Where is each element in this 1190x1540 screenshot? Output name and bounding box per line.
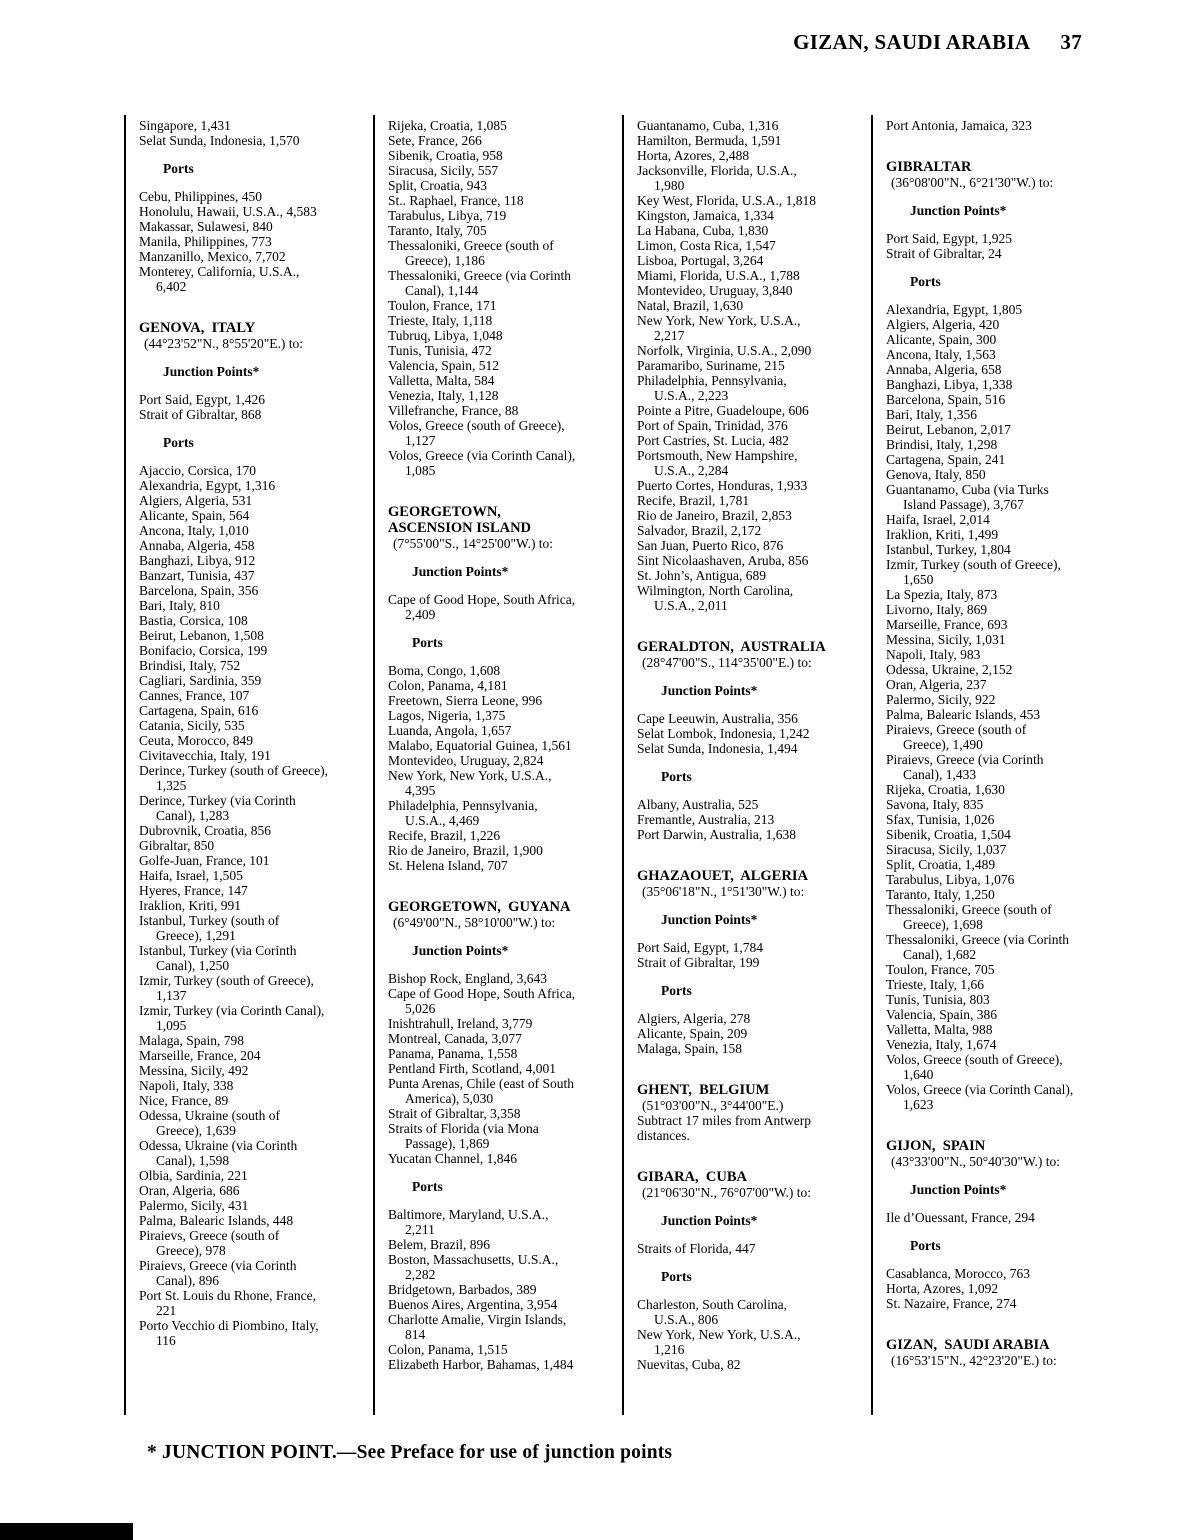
distance-entry: Freetown, Sierra Leone, 996 <box>388 693 543 708</box>
page-title: GIZAN, SAUDI ARABIA <box>793 30 1031 54</box>
distance-entry: Recife, Brazil, 1,226 <box>388 828 501 843</box>
subheading: Junction Points* <box>412 943 509 958</box>
distance-entry: Bishop Rock, England, 3,643 <box>388 971 547 986</box>
distance-entry: Selat Sunda, Indonesia, 1,494 <box>637 741 798 756</box>
distance-entry: Piraievs, Greece (south of Greece), 1,490 <box>886 722 1027 752</box>
distance-entry: Civitavecchia, Italy, 191 <box>139 748 271 763</box>
distance-entry: Piraievs, Greece (via Corinth Canal), 1,433 <box>886 752 1044 782</box>
distance-entry: Sint Nicolaashaven, Aruba, 856 <box>637 553 809 568</box>
distance-entry: Trieste, Italy, 1,118 <box>388 313 493 328</box>
distance-entry: Port Said, Egypt, 1,784 <box>637 940 764 955</box>
distance-entry: Palma, Balearic Islands, 453 <box>886 707 1041 722</box>
distance-entry: Port of Spain, Trinidad, 376 <box>637 418 788 433</box>
distance-entry: Palma, Balearic Islands, 448 <box>139 1213 294 1228</box>
distance-entry: Strait of Gibraltar, 24 <box>886 246 1002 261</box>
distance-entry: Port Said, Egypt, 1,426 <box>139 392 266 407</box>
distance-entry: Rio de Janeiro, Brazil, 2,853 <box>637 508 792 523</box>
distance-entry: Nice, France, 89 <box>139 1093 229 1108</box>
distance-entry: Elizabeth Harbor, Bahamas, 1,484 <box>388 1357 574 1372</box>
column-4 <box>871 115 1120 1415</box>
distance-entry: Sete, France, 266 <box>388 133 482 148</box>
section-heading-block <box>637 1082 861 1113</box>
distance-entry: Sibenik, Croatia, 1,504 <box>886 827 1011 842</box>
distance-entry: Key West, Florida, U.S.A., 1,818 <box>637 193 817 208</box>
distance-entry: Limon, Costa Rica, 1,547 <box>637 238 776 253</box>
distance-entry: Hyeres, France, 147 <box>139 883 248 898</box>
distance-entry: Sfax, Tunisia, 1,026 <box>886 812 995 827</box>
subheading: Junction Points* <box>661 1213 758 1228</box>
section-heading: GENOVA, ITALY <box>139 320 256 336</box>
distance-entry: Rijeka, Croatia, 1,085 <box>388 118 507 133</box>
heading-coordinates: (28°47'00"S., 114°35'00"E.) to: <box>642 655 812 670</box>
distance-entry: Portsmouth, New Hampshire, U.S.A., 2,284 <box>637 448 798 478</box>
subheading: Ports <box>661 1269 692 1284</box>
note-paragraph: Subtract 17 miles from Antwerp distances. <box>637 1113 811 1143</box>
distance-entry: Thessaloniki, Greece (south of Greece), 1,186 <box>388 238 554 268</box>
column-3 <box>622 115 871 1415</box>
distance-entry: Port Darwin, Australia, 1,638 <box>637 827 796 842</box>
section-heading: GIBARA, CUBA <box>637 1169 747 1185</box>
subheading: Ports <box>661 769 692 784</box>
distance-entry: Oran, Algeria, 237 <box>886 677 987 692</box>
distance-entry: Haifa, Israel, 2,014 <box>886 512 990 527</box>
subheading: Ports <box>412 1179 443 1194</box>
distance-entry: Palermo, Sicily, 431 <box>139 1198 249 1213</box>
distance-entry: Tarabulus, Libya, 1,076 <box>886 872 1015 887</box>
distance-entry: Lisboa, Portugal, 3,264 <box>637 253 764 268</box>
distance-entry: Izmir, Turkey (south of Greece), 1,650 <box>886 557 1061 587</box>
distance-entry: Singapore, 1,431 <box>139 118 231 133</box>
distance-entry: Natal, Brazil, 1,630 <box>637 298 744 313</box>
distance-entry: Volos, Greece (south of Greece), 1,640 <box>886 1052 1063 1082</box>
distance-entry: Thessaloniki, Greece (via Corinth Canal), 1,144 <box>388 268 571 298</box>
distance-entry: Strait of Gibraltar, 868 <box>139 407 262 422</box>
distance-entry: Tunis, Tunisia, 803 <box>886 992 990 1007</box>
heading-coordinates: (6°49'00"N., 58°10'00"W.) to: <box>393 915 556 930</box>
distance-entry: Cape Leeuwin, Australia, 356 <box>637 711 798 726</box>
distance-entry: Iraklion, Kriti, 1,499 <box>886 527 999 542</box>
section-heading-block <box>886 1337 1110 1368</box>
distance-entry: Derince, Turkey (via Corinth Canal), 1,283 <box>139 793 296 823</box>
section-heading: GHAZAOUET, ALGERIA <box>637 868 808 884</box>
distance-entry: Odessa, Ukraine, 2,152 <box>886 662 1013 677</box>
distance-entry: Bridgetown, Barbados, 389 <box>388 1282 537 1297</box>
distance-entry: Algiers, Algeria, 278 <box>637 1011 751 1026</box>
distance-entry: Belem, Brazil, 896 <box>388 1237 490 1252</box>
distance-entry: Lagos, Nigeria, 1,375 <box>388 708 506 723</box>
distance-entry: Inishtrahull, Ireland, 3,779 <box>388 1016 533 1031</box>
distance-entry: Derince, Turkey (south of Greece), 1,325 <box>139 763 328 793</box>
distance-entry: Cartagena, Spain, 616 <box>139 703 259 718</box>
distance-entry: Gibraltar, 850 <box>139 838 215 853</box>
distance-entry: Volos, Greece (via Corinth Canal), 1,085 <box>388 448 576 478</box>
distance-entry: Nuevitas, Cuba, 82 <box>637 1357 741 1372</box>
distance-entry: Brindisi, Italy, 752 <box>139 658 241 673</box>
distance-entry: Fremantle, Australia, 213 <box>637 812 775 827</box>
distance-entry: Boma, Congo, 1,608 <box>388 663 501 678</box>
distance-entry: Istanbul, Turkey, 1,804 <box>886 542 1011 557</box>
distance-entry: Manzanillo, Mexico, 7,702 <box>139 249 286 264</box>
section-heading-block <box>637 868 861 899</box>
heading-coordinates: (51°03'00"N., 3°44'00"E.) <box>642 1098 784 1113</box>
distance-entry: Tarabulus, Libya, 719 <box>388 208 507 223</box>
heading-coordinates: (21°06'30"N., 76°07'00"W.) to: <box>642 1185 812 1200</box>
distance-entry: Cagliari, Sardinia, 359 <box>139 673 262 688</box>
distance-entry: Thessaloniki, Greece (south of Greece), 1,698 <box>886 902 1052 932</box>
distance-entry: Colon, Panama, 4,181 <box>388 678 508 693</box>
distance-entry: Venezia, Italy, 1,128 <box>388 388 499 403</box>
distance-entry: Alicante, Spain, 564 <box>139 508 250 523</box>
subheading: Ports <box>910 1238 941 1253</box>
distance-entry: Buenos Aires, Argentina, 3,954 <box>388 1297 558 1312</box>
distance-entry: Jacksonville, Florida, U.S.A., 1,980 <box>637 163 797 193</box>
distance-entry: Cannes, France, 107 <box>139 688 250 703</box>
distance-entry: Cartagena, Spain, 241 <box>886 452 1006 467</box>
scan-artifact-bar <box>0 1523 133 1540</box>
distance-entry: Valencia, Spain, 386 <box>886 1007 997 1022</box>
subheading: Junction Points* <box>661 683 758 698</box>
distance-entry: Yucatan Channel, 1,846 <box>388 1151 517 1166</box>
distance-entry: Kingston, Jamaica, 1,334 <box>637 208 774 223</box>
section-heading: GERALDTON, AUSTRALIA <box>637 639 826 655</box>
distance-entry: Algiers, Algeria, 531 <box>139 493 253 508</box>
distance-entry: Straits of Florida (via Mona Passage), 1,869 <box>388 1121 539 1151</box>
distance-entry: Napoli, Italy, 338 <box>139 1078 234 1093</box>
distance-entry: Messina, Sicily, 492 <box>139 1063 249 1078</box>
distance-entry: Marseille, France, 693 <box>886 617 1008 632</box>
subheading: Ports <box>412 635 443 650</box>
distance-entry: Cape of Good Hope, South Africa, 2,409 <box>388 592 576 622</box>
distance-entry: St. John’s, Antigua, 689 <box>637 568 767 583</box>
distance-entry: Rio de Janeiro, Brazil, 1,900 <box>388 843 543 858</box>
subheading: Junction Points* <box>910 203 1007 218</box>
heading-coordinates: (44°23'52"N., 8°55'20"E.) to: <box>144 336 304 351</box>
distance-entry: Venezia, Italy, 1,674 <box>886 1037 997 1052</box>
distance-entry: Selat Lombok, Indonesia, 1,242 <box>637 726 810 741</box>
footnote: * JUNCTION POINT.—See Preface for use of junction points <box>147 1442 673 1463</box>
distance-entry: Izmir, Turkey (via Corinth Canal), 1,095 <box>139 1003 325 1033</box>
distance-entry: Cebu, Philippines, 450 <box>139 189 263 204</box>
distance-entry: Strait of Gibraltar, 3,358 <box>388 1106 521 1121</box>
distance-entry: San Juan, Puerto Rico, 876 <box>637 538 784 553</box>
distance-entry: Charlotte Amalie, Virgin Islands, 814 <box>388 1312 567 1342</box>
subheading: Ports <box>163 161 194 176</box>
distance-entry: Brindisi, Italy, 1,298 <box>886 437 998 452</box>
section-heading: GIZAN, SAUDI ARABIA <box>886 1337 1050 1353</box>
distance-entry: Philadelphia, Pennsylvania, U.S.A., 2,223 <box>637 373 787 403</box>
distance-entry: Haifa, Israel, 1,505 <box>139 868 243 883</box>
distance-entry: Hamilton, Bermuda, 1,591 <box>637 133 782 148</box>
distance-entry: Malaga, Spain, 798 <box>139 1033 244 1048</box>
distance-entry: Taranto, Italy, 1,250 <box>886 887 995 902</box>
subheading: Junction Points* <box>412 564 509 579</box>
distance-entry: Montevideo, Uruguay, 3,840 <box>637 283 793 298</box>
section-heading: GEORGETOWN, GUYANA <box>388 899 571 915</box>
heading-coordinates: (36°08'00"N., 6°21'30"W.) to: <box>891 175 1054 190</box>
distance-entry: Baltimore, Maryland, U.S.A., 2,211 <box>388 1207 549 1237</box>
heading-coordinates: (16°53'15"N., 42°23'20"E.) to: <box>891 1353 1057 1368</box>
distance-entry: Annaba, Algeria, 658 <box>886 362 1002 377</box>
subheading: Ports <box>163 435 194 450</box>
subheading: Junction Points* <box>163 364 260 379</box>
distance-entry: Charleston, South Carolina, U.S.A., 806 <box>637 1297 787 1327</box>
distance-entry: Monterey, California, U.S.A., 6,402 <box>139 264 300 294</box>
subheading: Ports <box>661 983 692 998</box>
subheading: Junction Points* <box>661 912 758 927</box>
distance-entry: La Habana, Cuba, 1,830 <box>637 223 769 238</box>
distance-entry: Toulon, France, 705 <box>886 962 995 977</box>
distance-entry: Odessa, Ukraine (via Corinth Canal), 1,598 <box>139 1138 298 1168</box>
distance-entry: Istanbul, Turkey (south of Greece), 1,291 <box>139 913 280 943</box>
distance-entry: Strait of Gibraltar, 199 <box>637 955 760 970</box>
distance-entry: Messina, Sicily, 1,031 <box>886 632 1006 647</box>
distance-entry: Pentland Firth, Scotland, 4,001 <box>388 1061 556 1076</box>
section-heading-block <box>886 1138 1110 1169</box>
distance-entry: Odessa, Ukraine (south of Greece), 1,639 <box>139 1108 280 1138</box>
heading-coordinates: (7°55'00"S., 14°25'00"W.) to: <box>393 536 554 551</box>
distance-entry: Guantanamo, Cuba, 1,316 <box>637 118 779 133</box>
section-heading-block <box>886 159 1110 190</box>
distance-entry: Norfolk, Virginia, U.S.A., 2,090 <box>637 343 812 358</box>
distance-entry: Villefranche, France, 88 <box>388 403 519 418</box>
distance-entry: Bonifacio, Corsica, 199 <box>139 643 268 658</box>
distance-entry: Horta, Azores, 2,488 <box>637 148 750 163</box>
heading-coordinates: (43°33'00"N., 50°40'30"W.) to: <box>891 1154 1061 1169</box>
distance-entry: Puerto Cortes, Honduras, 1,933 <box>637 478 808 493</box>
distance-entry: Beirut, Lebanon, 1,508 <box>139 628 264 643</box>
distance-entry: Alexandria, Egypt, 1,316 <box>139 478 276 493</box>
distance-entry: Alicante, Spain, 209 <box>637 1026 748 1041</box>
section-heading: GIBRALTAR <box>886 159 972 175</box>
distance-entry: Horta, Azores, 1,092 <box>886 1281 999 1296</box>
distance-entry: Olbia, Sardinia, 221 <box>139 1168 248 1183</box>
distance-entry: Montevideo, Uruguay, 2,824 <box>388 753 544 768</box>
distance-entry: Recife, Brazil, 1,781 <box>637 493 750 508</box>
distance-entry: Siracusa, Sicily, 1,037 <box>886 842 1007 857</box>
distance-entry: Banghazi, Libya, 1,338 <box>886 377 1013 392</box>
distance-entry: Dubrovnik, Croatia, 856 <box>139 823 271 838</box>
distance-entry: Palermo, Sicily, 922 <box>886 692 996 707</box>
distance-entry: Miami, Florida, U.S.A., 1,788 <box>637 268 800 283</box>
distance-entry: Volos, Greece (via Corinth Canal), 1,623 <box>886 1082 1074 1112</box>
distance-entry: Istanbul, Turkey (via Corinth Canal), 1,250 <box>139 943 297 973</box>
distance-entry: Sibenik, Croatia, 958 <box>388 148 503 163</box>
distance-entry: Panama, Panama, 1,558 <box>388 1046 518 1061</box>
distance-entry: Ceuta, Morocco, 849 <box>139 733 253 748</box>
distance-entry: Casablanca, Morocco, 763 <box>886 1266 1030 1281</box>
distance-entry: Izmir, Turkey (south of Greece), 1,137 <box>139 973 314 1003</box>
distance-entry: Manila, Philippines, 773 <box>139 234 272 249</box>
distance-entry: Barcelona, Spain, 516 <box>886 392 1006 407</box>
distance-table-columns <box>124 115 1120 1415</box>
section-heading-block <box>139 320 363 351</box>
section-heading: GHENT, BELGIUM <box>637 1082 770 1098</box>
distance-entry: Colon, Panama, 1,515 <box>388 1342 508 1357</box>
page-header <box>793 30 1082 55</box>
distance-entry: Genova, Italy, 850 <box>886 467 986 482</box>
distance-entry: Toulon, France, 171 <box>388 298 497 313</box>
distance-entry: New York, New York, U.S.A., 4,395 <box>388 768 552 798</box>
distance-entry: Paramaribo, Suriname, 215 <box>637 358 785 373</box>
distance-entry: Banzart, Tunisia, 437 <box>139 568 255 583</box>
section-heading-block <box>388 899 612 930</box>
distance-entry: Banghazi, Libya, 912 <box>139 553 256 568</box>
distance-entry: Makassar, Sulawesi, 840 <box>139 219 273 234</box>
section-heading-block <box>637 1169 861 1200</box>
section-heading-block <box>637 639 861 670</box>
distance-entry: Salvador, Brazil, 2,172 <box>637 523 762 538</box>
subheading: Junction Points* <box>910 1182 1007 1197</box>
distance-entry: Split, Croatia, 1,489 <box>886 857 996 872</box>
distance-entry: Piraievs, Greece (south of Greece), 978 <box>139 1228 280 1258</box>
distance-entry: Livorno, Italy, 869 <box>886 602 988 617</box>
distance-entry: Bari, Italy, 1,356 <box>886 407 977 422</box>
distance-entry: Port Castries, St. Lucia, 482 <box>637 433 789 448</box>
distance-entry: Alicante, Spain, 300 <box>886 332 997 347</box>
distance-entry: Tunis, Tunisia, 472 <box>388 343 492 358</box>
distance-entry: St. Helena Island, 707 <box>388 858 508 873</box>
distance-entry: Malaga, Spain, 158 <box>637 1041 742 1056</box>
distance-entry: Golfe-Juan, France, 101 <box>139 853 270 868</box>
distance-entry: Barcelona, Spain, 356 <box>139 583 259 598</box>
subheading: Ports <box>910 274 941 289</box>
section-heading-block <box>388 504 612 551</box>
distance-entry: Rijeka, Croatia, 1,630 <box>886 782 1005 797</box>
section-heading: GEORGETOWN, ASCENSION ISLAND <box>388 504 532 536</box>
distance-entry: Port Antonia, Jamaica, 323 <box>886 118 1032 133</box>
distance-entry: Catania, Sicily, 535 <box>139 718 245 733</box>
distance-entry: Savona, Italy, 835 <box>886 797 984 812</box>
distance-entry: New York, New York, U.S.A., 1,216 <box>637 1327 801 1357</box>
distance-entry: Port St. Louis du Rhone, France, 221 <box>139 1288 316 1318</box>
distance-entry: New York, New York, U.S.A., 2,217 <box>637 313 801 343</box>
section-heading: GIJON, SPAIN <box>886 1138 986 1154</box>
distance-entry: Marseille, France, 204 <box>139 1048 261 1063</box>
distance-entry: Ajaccio, Corsica, 170 <box>139 463 256 478</box>
distance-entry: Pointe a Pitre, Guadeloupe, 606 <box>637 403 809 418</box>
distance-entry: Siracusa, Sicily, 557 <box>388 163 499 178</box>
distance-entry: Philadelphia, Pennsylvania, U.S.A., 4,469 <box>388 798 538 828</box>
distance-entry: St.. Raphael, France, 118 <box>388 193 524 208</box>
distance-entry: Valletta, Malta, 988 <box>886 1022 993 1037</box>
column-1 <box>124 115 373 1415</box>
distance-entry: Luanda, Angola, 1,657 <box>388 723 512 738</box>
heading-coordinates: (35°06'18"N., 1°51'30"W.) to: <box>642 884 805 899</box>
distance-entry: Bari, Italy, 810 <box>139 598 220 613</box>
distance-entry: Montreal, Canada, 3,077 <box>388 1031 522 1046</box>
distance-entry: Thessaloniki, Greece (via Corinth Canal), 1,682 <box>886 932 1069 962</box>
distance-entry: Cape of Good Hope, South Africa, 5,026 <box>388 986 576 1016</box>
distance-entry: La Spezia, Italy, 873 <box>886 587 998 602</box>
distance-entry: Straits of Florida, 447 <box>637 1241 756 1256</box>
distance-entry: Split, Croatia, 943 <box>388 178 487 193</box>
distance-entry: Valencia, Spain, 512 <box>388 358 499 373</box>
distance-entry: Boston, Massachusetts, U.S.A., 2,282 <box>388 1252 559 1282</box>
distance-entry: Beirut, Lebanon, 2,017 <box>886 422 1011 437</box>
distance-entry: Napoli, Italy, 983 <box>886 647 981 662</box>
distance-entry: Selat Sunda, Indonesia, 1,570 <box>139 133 300 148</box>
distance-entry: Ile d’Ouessant, France, 294 <box>886 1210 1035 1225</box>
distance-entry: Alexandria, Egypt, 1,805 <box>886 302 1023 317</box>
distance-entry: Taranto, Italy, 705 <box>388 223 487 238</box>
distance-entry: Algiers, Algeria, 420 <box>886 317 1000 332</box>
distance-entry: Guantanamo, Cuba (via Turks Island Passage), 3,767 <box>886 482 1049 512</box>
distance-entry: Iraklion, Kriti, 991 <box>139 898 241 913</box>
distance-entry: Malabo, Equatorial Guinea, 1,561 <box>388 738 572 753</box>
distance-entry: Port Said, Egypt, 1,925 <box>886 231 1013 246</box>
distance-entry: Oran, Algeria, 686 <box>139 1183 240 1198</box>
distance-entry: Punta Arenas, Chile (east of South America), 5,030 <box>388 1076 574 1106</box>
distance-entry: Ancona, Italy, 1,563 <box>886 347 996 362</box>
distance-entry: Annaba, Algeria, 458 <box>139 538 255 553</box>
distance-entry: St. Nazaire, France, 274 <box>886 1296 1017 1311</box>
distance-entry: Valletta, Malta, 584 <box>388 373 495 388</box>
distance-entry: Tubruq, Libya, 1,048 <box>388 328 503 343</box>
distance-entry: Wilmington, North Carolina, U.S.A., 2,011 <box>637 583 794 613</box>
distance-entry: Trieste, Italy, 1,66 <box>886 977 984 992</box>
distance-entry: Honolulu, Hawaii, U.S.A., 4,583 <box>139 204 317 219</box>
distance-entry: Porto Vecchio di Piombino, Italy, 116 <box>139 1318 319 1348</box>
page-number: 37 <box>1060 30 1082 54</box>
distance-entry: Albany, Australia, 525 <box>637 797 759 812</box>
distance-entry: Volos, Greece (south of Greece), 1,127 <box>388 418 565 448</box>
distance-entry: Piraievs, Greece (via Corinth Canal), 896 <box>139 1258 297 1288</box>
distance-entry: Bastia, Corsica, 108 <box>139 613 248 628</box>
distance-entry: Ancona, Italy, 1,010 <box>139 523 249 538</box>
column-2 <box>373 115 622 1415</box>
